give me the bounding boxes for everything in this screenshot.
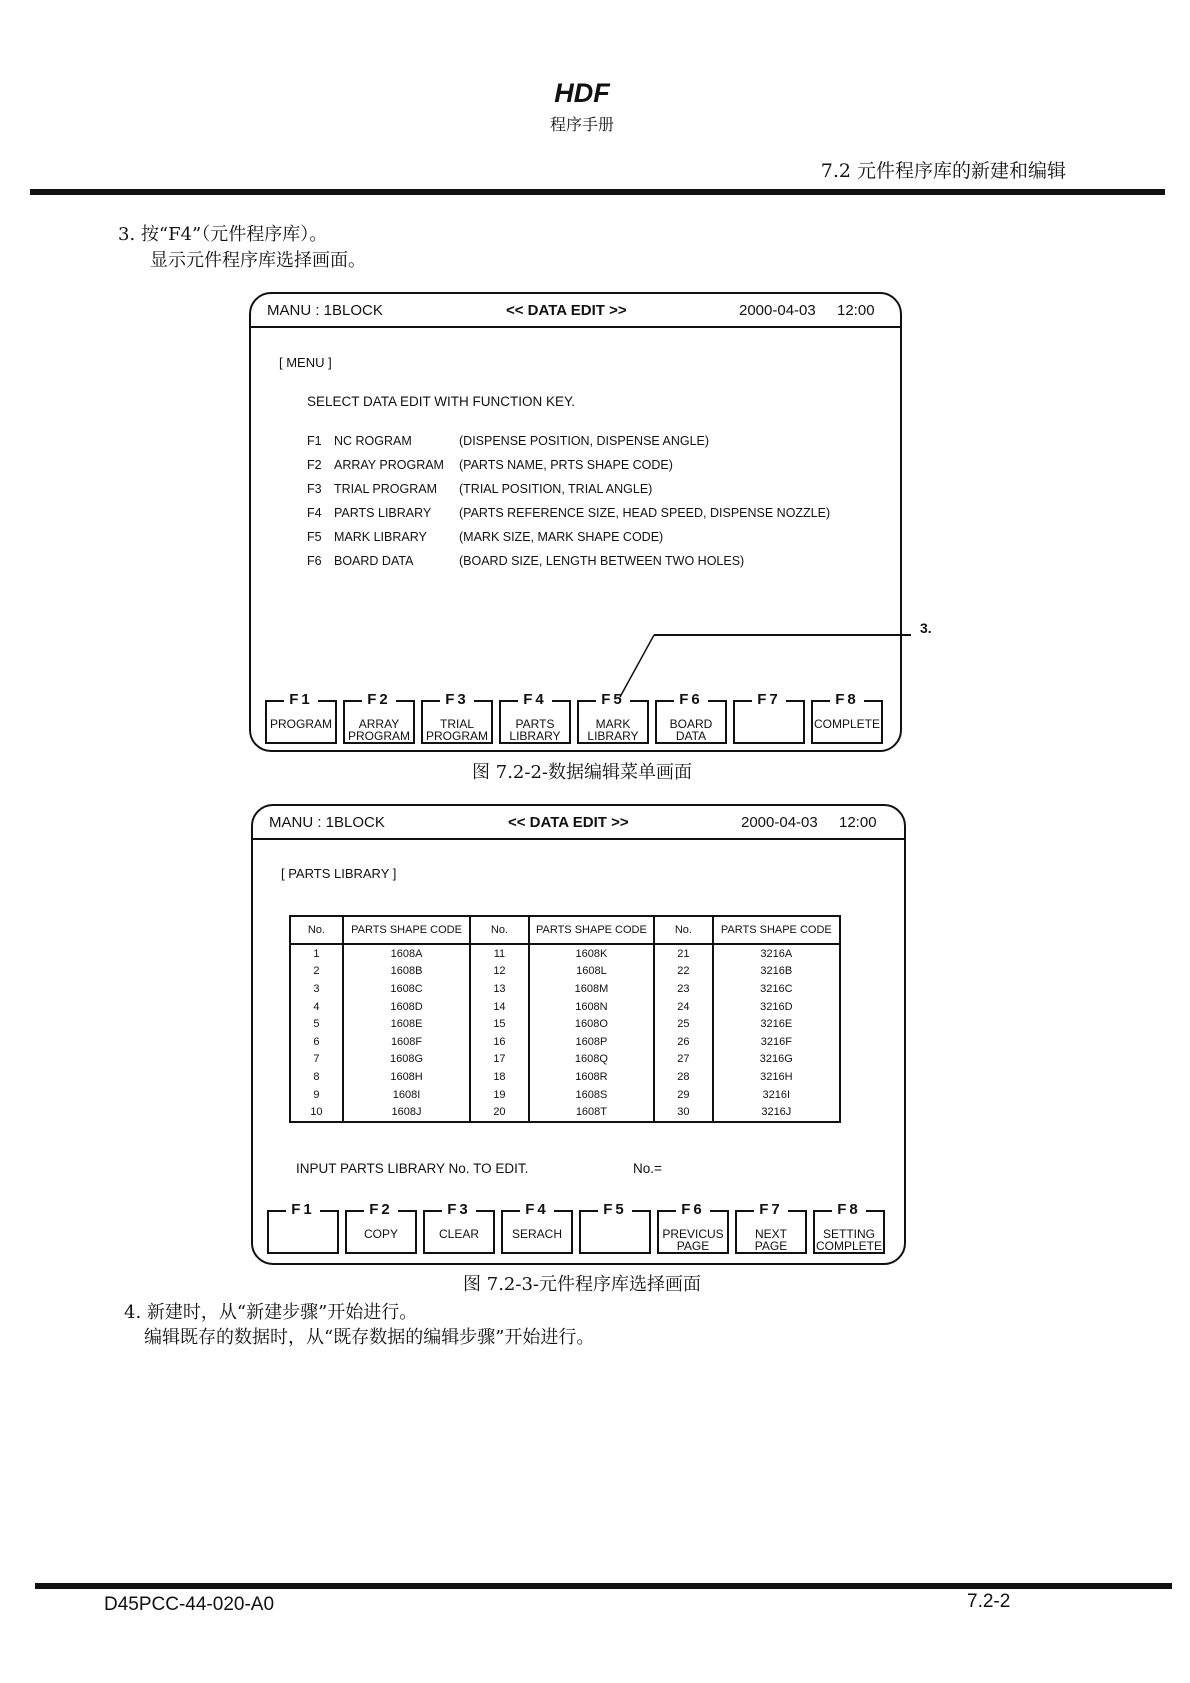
shape-code-cell: 3216J	[713, 1103, 840, 1122]
shape-code-cell: 1608M	[529, 980, 654, 998]
function-key-caption	[737, 1228, 805, 1252]
library-number-cell: 28	[654, 1068, 713, 1086]
library-number-cell: 2	[313, 965, 320, 978]
library-number-cell: 3	[313, 982, 320, 995]
shape-code-cell: 1608D	[343, 998, 470, 1016]
step3-line1: 3. 按“F4”（元件程序库）。	[118, 224, 328, 245]
time-label: 12:00	[839, 814, 877, 831]
library-number-cell: 16	[470, 1033, 529, 1051]
column-header: No.	[470, 916, 529, 944]
menu-item-description: (DISPENSE POSITION, DISPENSE ANGLE)	[459, 434, 710, 448]
header-rule	[30, 189, 1165, 195]
mode-label: MANU : 1BLOCK	[269, 814, 385, 831]
shape-code-cell: 1608Q	[529, 1051, 654, 1069]
brand-title: HDF	[554, 78, 610, 108]
menu-item-description: (PARTS NAME, PRTS SHAPE CODE)	[459, 458, 673, 472]
library-number-cell: 25	[654, 1015, 713, 1033]
function-key-caption	[659, 1228, 727, 1252]
function-key-f8[interactable]	[813, 1201, 885, 1254]
menu-key: F5	[307, 530, 322, 544]
function-key-caption	[657, 718, 725, 742]
library-number-cell: 9	[313, 1088, 320, 1101]
column-header: PARTS SHAPE CODE	[343, 916, 470, 944]
document-code: D45PCC-44-020-A0	[104, 1594, 275, 1615]
library-number-cell: 30	[654, 1103, 713, 1122]
date-label: 2000-04-03	[741, 814, 818, 831]
caption-line-2: LIBRARY	[587, 729, 639, 743]
library-number-cell: 20	[470, 1103, 529, 1122]
function-key-number: F2	[362, 691, 396, 708]
section-heading: 7.2 元件程序库的新建和编辑	[820, 160, 1066, 182]
function-key-number: F1	[284, 691, 318, 708]
shape-code-cell: 3216A	[713, 944, 840, 963]
table-row[interactable]	[290, 1068, 840, 1086]
shape-code-cell: 1608J	[343, 1103, 470, 1122]
caption-line-1: SERACH	[511, 1227, 562, 1241]
function-key-caption	[423, 718, 491, 742]
column-header: No.	[654, 916, 713, 944]
function-key-number: F7	[752, 691, 786, 708]
table-row[interactable]	[290, 980, 840, 998]
shape-code-cell: 3216I	[713, 1086, 840, 1104]
function-key-label	[423, 692, 491, 708]
function-key-label	[815, 1202, 883, 1218]
menu-item-name: NC ROGRAM	[334, 434, 412, 448]
library-number-cell: 15	[470, 1015, 529, 1033]
function-key-f2[interactable]	[345, 1201, 417, 1254]
library-number-cell: 5	[313, 1018, 320, 1031]
parts-library-screen	[251, 804, 906, 1265]
shape-code-cell: 1608N	[529, 998, 654, 1016]
date-label: 2000-04-03	[739, 302, 816, 319]
library-number-cell: 19	[470, 1086, 529, 1104]
shape-code-cell: 3216C	[713, 980, 840, 998]
page-number: 7.2-2	[967, 1591, 1011, 1612]
menu-item-description: (TRIAL POSITION, TRIAL ANGLE)	[459, 482, 653, 496]
shape-code-cell: 1608E	[343, 1015, 470, 1033]
shape-code-cell: 3216G	[713, 1051, 840, 1069]
function-key-number: F1	[286, 1201, 320, 1218]
function-key-f1[interactable]	[265, 691, 337, 744]
library-number-cell: 13	[470, 980, 529, 998]
function-key-caption	[347, 1228, 415, 1240]
figure-caption-2: 图 7.2-3-元件程序库选择画面	[463, 1274, 701, 1295]
shape-code-cell: 1608F	[343, 1033, 470, 1051]
shape-code-cell: 1608C	[343, 980, 470, 998]
table-row[interactable]	[290, 998, 840, 1016]
caption-line-1: TRIAL	[439, 717, 474, 731]
mode-label: MANU : 1BLOCK	[267, 302, 383, 319]
library-number-cell: 18	[470, 1068, 529, 1086]
column-header: PARTS SHAPE CODE	[529, 916, 654, 944]
function-key-f3[interactable]	[423, 1201, 495, 1254]
library-number-cell: 23	[654, 980, 713, 998]
caption-line-1: PROGRAM	[269, 717, 332, 731]
function-key-number: F4	[520, 1201, 554, 1218]
function-key-f5[interactable]	[579, 1201, 651, 1254]
table-row[interactable]	[290, 944, 840, 963]
function-key-label	[347, 1202, 415, 1218]
menu-key: F2	[307, 458, 322, 472]
function-key-number: F3	[440, 691, 474, 708]
function-key-label	[267, 692, 335, 708]
column-header: PARTS SHAPE CODE	[713, 916, 840, 944]
caption-line-1: ARRAY	[358, 717, 400, 731]
function-key-f7[interactable]	[735, 1201, 807, 1254]
caption-line-2: COMPLETE	[815, 1239, 882, 1253]
footer-rule	[35, 1583, 1172, 1589]
function-key-f4[interactable]	[501, 1201, 573, 1254]
shape-code-cell: 3216B	[713, 963, 840, 981]
function-key-caption	[345, 718, 413, 742]
caption-line-1: PARTS	[515, 717, 555, 731]
library-number-cell: 24	[654, 998, 713, 1016]
library-number-cell: 29	[654, 1086, 713, 1104]
library-number-cell: 21	[654, 944, 713, 963]
parts-library-section-label: [ PARTS LIBRARY ]	[281, 866, 397, 881]
function-key-f1[interactable]	[267, 1201, 339, 1254]
screen-header	[251, 294, 900, 328]
shape-code-cell: 1608L	[529, 963, 654, 981]
menu-item-name: BOARD DATA	[334, 554, 414, 568]
library-number-cell: 1	[313, 947, 320, 960]
library-number-cell: 6	[313, 1035, 320, 1048]
library-number-cell: 4	[313, 1000, 320, 1013]
menu-key: F4	[307, 506, 322, 520]
function-key-caption	[425, 1228, 493, 1240]
menu-key: F6	[307, 554, 322, 568]
caption-line-2: PAGE	[676, 1239, 710, 1253]
library-number-cell: 17	[470, 1051, 529, 1069]
library-number-cell: 22	[654, 963, 713, 981]
screen-title: << DATA EDIT >>	[506, 302, 627, 319]
table-row[interactable]	[290, 1103, 840, 1122]
function-key-number: F4	[518, 691, 552, 708]
shape-code-cell: 3216E	[713, 1015, 840, 1033]
step4-line2: 编辑既存的数据时，从“既存数据的编辑步骤”开始进行。	[144, 1327, 595, 1348]
figure-caption-1: 图 7.2-2-数据编辑菜单画面	[472, 762, 692, 783]
function-key-f6[interactable]	[657, 1201, 729, 1254]
shape-code-cell: 1608G	[343, 1051, 470, 1069]
caption-line-2: LIBRARY	[509, 729, 561, 743]
menu-item-name: PARTS LIBRARY	[334, 506, 432, 520]
number-input-label[interactable]: No.=	[633, 1161, 662, 1176]
function-key-label	[425, 1202, 493, 1218]
function-key-label	[345, 692, 413, 708]
shape-code-cell: 1608K	[529, 944, 654, 963]
input-prompt: INPUT PARTS LIBRARY No. TO EDIT.	[296, 1161, 529, 1176]
library-number-cell: 12	[470, 963, 529, 981]
menu-item-description: (BOARD SIZE, LENGTH BETWEEN TWO HOLES)	[459, 554, 745, 568]
screen-title: << DATA EDIT >>	[508, 814, 629, 831]
library-number-cell: 27	[654, 1051, 713, 1069]
caption-line-1: MARK	[595, 717, 631, 731]
table-row[interactable]	[290, 1086, 840, 1104]
callout-label: 3.	[920, 620, 932, 636]
parts-library-table	[289, 915, 841, 1123]
menu-item-description: (PARTS REFERENCE SIZE, HEAD SPEED, DISPENSE NOZZLE)	[459, 506, 831, 520]
function-key-caption	[579, 718, 647, 742]
function-key-number: F8	[832, 1201, 866, 1218]
table-row[interactable]	[290, 963, 840, 981]
callout-line	[600, 620, 940, 710]
table-row[interactable]	[290, 1033, 840, 1051]
function-key-number: F3	[442, 1201, 476, 1218]
function-key-bar	[267, 1201, 891, 1256]
shape-code-cell: 1608B	[343, 963, 470, 981]
caption-line-2: PROGRAM	[425, 729, 488, 743]
function-key-f2[interactable]	[343, 691, 415, 744]
instruction-text: SELECT DATA EDIT WITH FUNCTION KEY.	[307, 394, 576, 409]
function-key-caption	[501, 718, 569, 742]
function-key-f3[interactable]	[421, 691, 493, 744]
function-key-number: F6	[676, 1201, 710, 1218]
menu-item-name: ARRAY PROGRAM	[334, 458, 444, 472]
library-number-cell: 8	[313, 1070, 320, 1083]
caption-line-2: PAGE	[754, 1239, 788, 1253]
library-number-cell: 10	[310, 1106, 323, 1119]
function-key-number: F7	[754, 1201, 788, 1218]
function-key-number: F8	[830, 691, 864, 708]
function-key-caption	[267, 718, 335, 730]
function-key-number: F5	[598, 1201, 632, 1218]
library-number-cell: 26	[654, 1033, 713, 1051]
function-key-label	[581, 1202, 649, 1218]
table-row[interactable]	[290, 1015, 840, 1033]
shape-code-cell: 1608S	[529, 1086, 654, 1104]
caption-line-1: PREVICUS	[662, 1227, 724, 1241]
shape-code-cell: 1608R	[529, 1068, 654, 1086]
library-number-cell: 14	[470, 998, 529, 1016]
step4-line1: 4. 新建时，从“新建步骤”开始进行。	[124, 1302, 418, 1323]
function-key-number: F6	[674, 691, 708, 708]
caption-line-1: BOARD	[669, 717, 713, 731]
manual-title: 程序手册	[549, 115, 614, 134]
function-key-label	[737, 1202, 805, 1218]
shape-code-cell: 1608P	[529, 1033, 654, 1051]
function-key-label	[503, 1202, 571, 1218]
menu-key: F1	[307, 434, 322, 448]
shape-code-cell: 1608A	[343, 944, 470, 963]
function-key-number: F5	[596, 691, 630, 708]
menu-item-name: TRIAL PROGRAM	[334, 482, 438, 496]
function-key-caption	[503, 1228, 571, 1240]
screen-header	[253, 806, 904, 840]
library-number-cell: 11	[470, 944, 529, 963]
shape-code-cell: 1608O	[529, 1015, 654, 1033]
caption-line-1: COPY	[363, 1227, 398, 1241]
caption-line-1: CLEAR	[438, 1227, 479, 1241]
function-key-label	[269, 1202, 337, 1218]
table-row[interactable]	[290, 1051, 840, 1069]
function-key-caption	[813, 718, 881, 730]
step3-line2: 显示元件程序库选择画面。	[150, 250, 366, 271]
function-key-number: F2	[364, 1201, 398, 1218]
shape-code-cell: 1608H	[343, 1068, 470, 1086]
shape-code-cell: 1608T	[529, 1103, 654, 1122]
caption-line-1: SETTING	[822, 1227, 875, 1241]
menu-key: F3	[307, 482, 322, 496]
function-key-label	[501, 692, 569, 708]
caption-line-2: PROGRAM	[347, 729, 410, 743]
shape-code-cell: 3216H	[713, 1068, 840, 1086]
function-key-caption	[815, 1228, 883, 1252]
caption-line-1: NEXT	[754, 1227, 787, 1241]
function-key-f4[interactable]	[499, 691, 571, 744]
shape-code-cell: 3216D	[713, 998, 840, 1016]
menu-item-description: (MARK SIZE, MARK SHAPE CODE)	[459, 530, 664, 544]
function-key-label	[659, 1202, 727, 1218]
column-header: No.	[290, 916, 343, 944]
shape-code-cell: 3216F	[713, 1033, 840, 1051]
menu-item-name: MARK LIBRARY	[334, 530, 427, 544]
caption-line-2: DATA	[675, 729, 707, 743]
shape-code-cell: 1608I	[343, 1086, 470, 1104]
time-label: 12:00	[837, 302, 875, 319]
library-number-cell: 7	[313, 1053, 320, 1066]
menu-section-label: [ MENU ]	[279, 355, 332, 370]
caption-line-1: COMPLETE	[813, 717, 880, 731]
